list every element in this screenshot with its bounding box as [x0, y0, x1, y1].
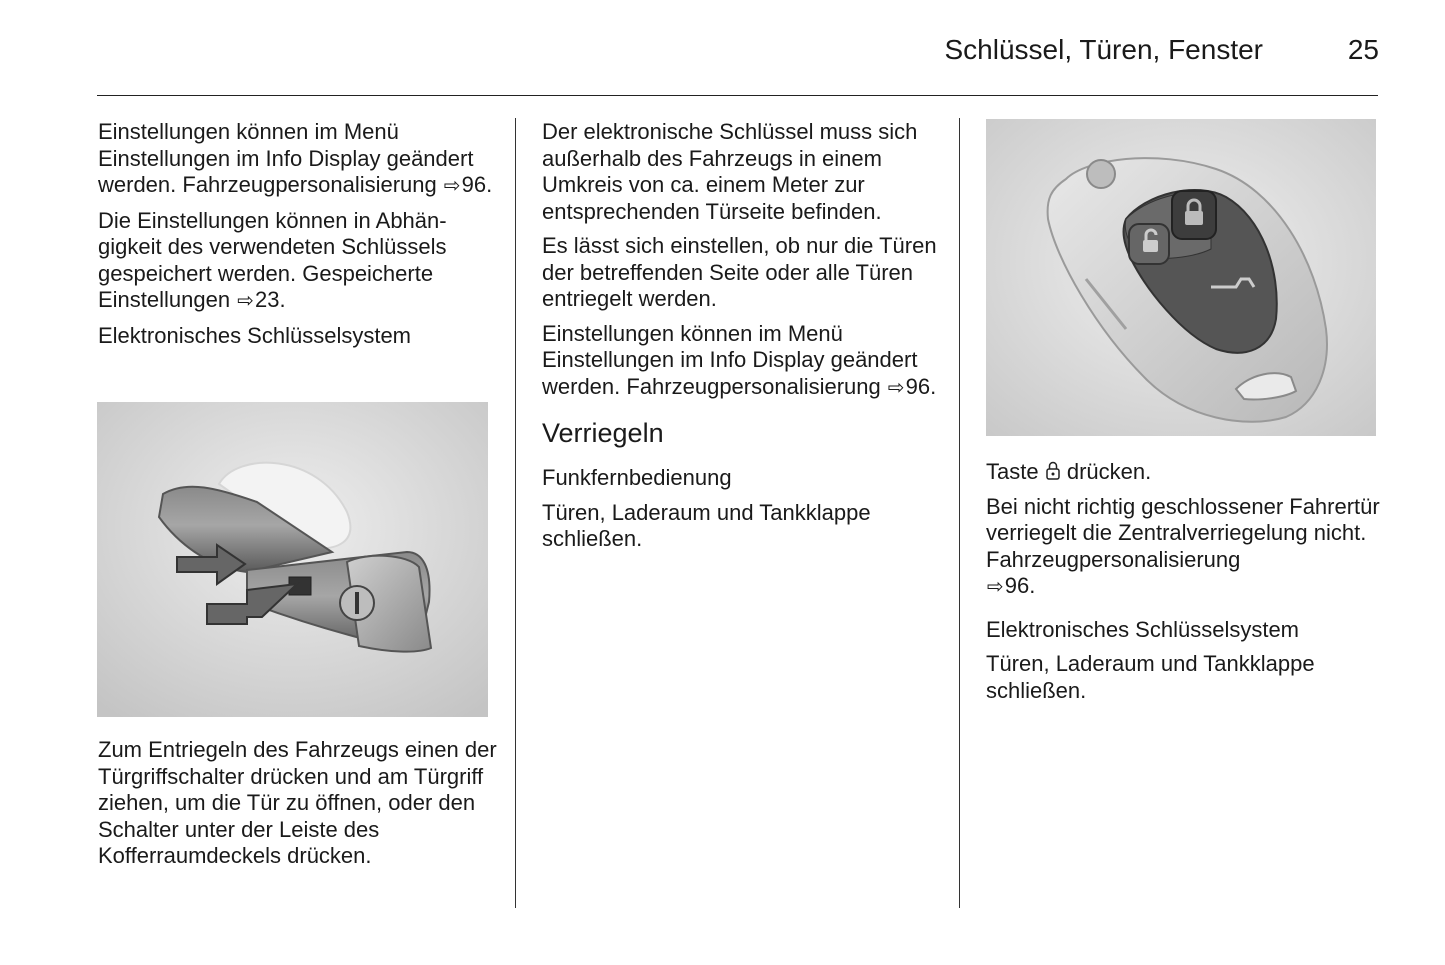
paragraph: Taste drücken.: [986, 459, 1152, 484]
column-1: [98, 119, 498, 357]
paragraph: Bei nicht richtig geschlossener Fahrertür verriegelt die Zentralverriegelung nicht. Fahrzeugpersonalisierung ⇨96.: [986, 493, 1380, 598]
header-rule: [97, 95, 1378, 96]
key-fob-illustration: [986, 119, 1376, 436]
page-reference[interactable]: 96.: [905, 373, 937, 399]
menu-name: Einstellungen: [542, 347, 675, 372]
column-divider-2: [959, 118, 960, 908]
reference-arrow-icon: ⇨: [443, 175, 461, 197]
page-number: 25: [1347, 34, 1379, 65]
reference-arrow-icon: ⇨: [887, 376, 905, 399]
page-reference[interactable]: 23.: [255, 287, 286, 312]
section-heading: Verriegeln: [542, 418, 664, 448]
reference-arrow-icon: ⇨: [237, 290, 254, 312]
page-header-title: Schlüssel, Türen, Fenster: [944, 34, 1263, 65]
door-handle-illustration: [97, 402, 488, 717]
subheading: Elektronisches Schlüsselsystem: [98, 322, 412, 348]
subheading: Funkfernbedienung: [542, 465, 732, 490]
paragraph: Es lässt sich einstellen, ob nur die Türen der betreffenden Seite oder alle Türen entriegelt werden.: [542, 233, 937, 311]
column-divider-1: [515, 118, 516, 908]
page-reference[interactable]: 96.: [461, 172, 493, 197]
column-2: [542, 119, 942, 561]
paragraph: Türen, Laderaum und Tankklappe schließen.: [986, 651, 1315, 703]
subheading: Elektronisches Schlüsselsystem: [986, 616, 1300, 642]
lock-icon: [1045, 461, 1061, 481]
page-reference[interactable]: 96.: [1004, 573, 1036, 598]
menu-name: Einstellungen: [98, 145, 231, 171]
reference-arrow-icon: ⇨: [987, 576, 1004, 598]
paragraph: Türen, Laderaum und Tankklappe schließen.: [542, 499, 871, 551]
paragraph: Einstellungen können im Menü Einstellungen im Info Display geändert werden. Fahrzeugpersonalisierung ⇨96.: [542, 320, 937, 399]
column-3: [986, 459, 1386, 712]
paragraph: Einstellungen können im Menü Einstellungen im Info Display geändert werden. Fahrzeugpersonalisierung ⇨96.: [98, 119, 493, 197]
paragraph: Der elektronische Schlüssel muss sich außerhalb des Fahrzeugs in einem Umkreis von ca. einem Meter zur entsprechenden Türseite befinden.: [542, 119, 918, 224]
paragraph: Die Einstellungen können in Abhängigkeit des verwendeten Schlüssels gespeichert werden. Gespeicherte Einstellungen ⇨23.: [98, 207, 447, 312]
figure-caption: Zum Entriegeln des Fahrzeugs einen der Türgriffschalter drücken und am Türgriff ziehen, um die Tür zu öffnen, oder den Schalter unter der Leiste des Kofferraumdeckels drücken.: [98, 737, 497, 868]
